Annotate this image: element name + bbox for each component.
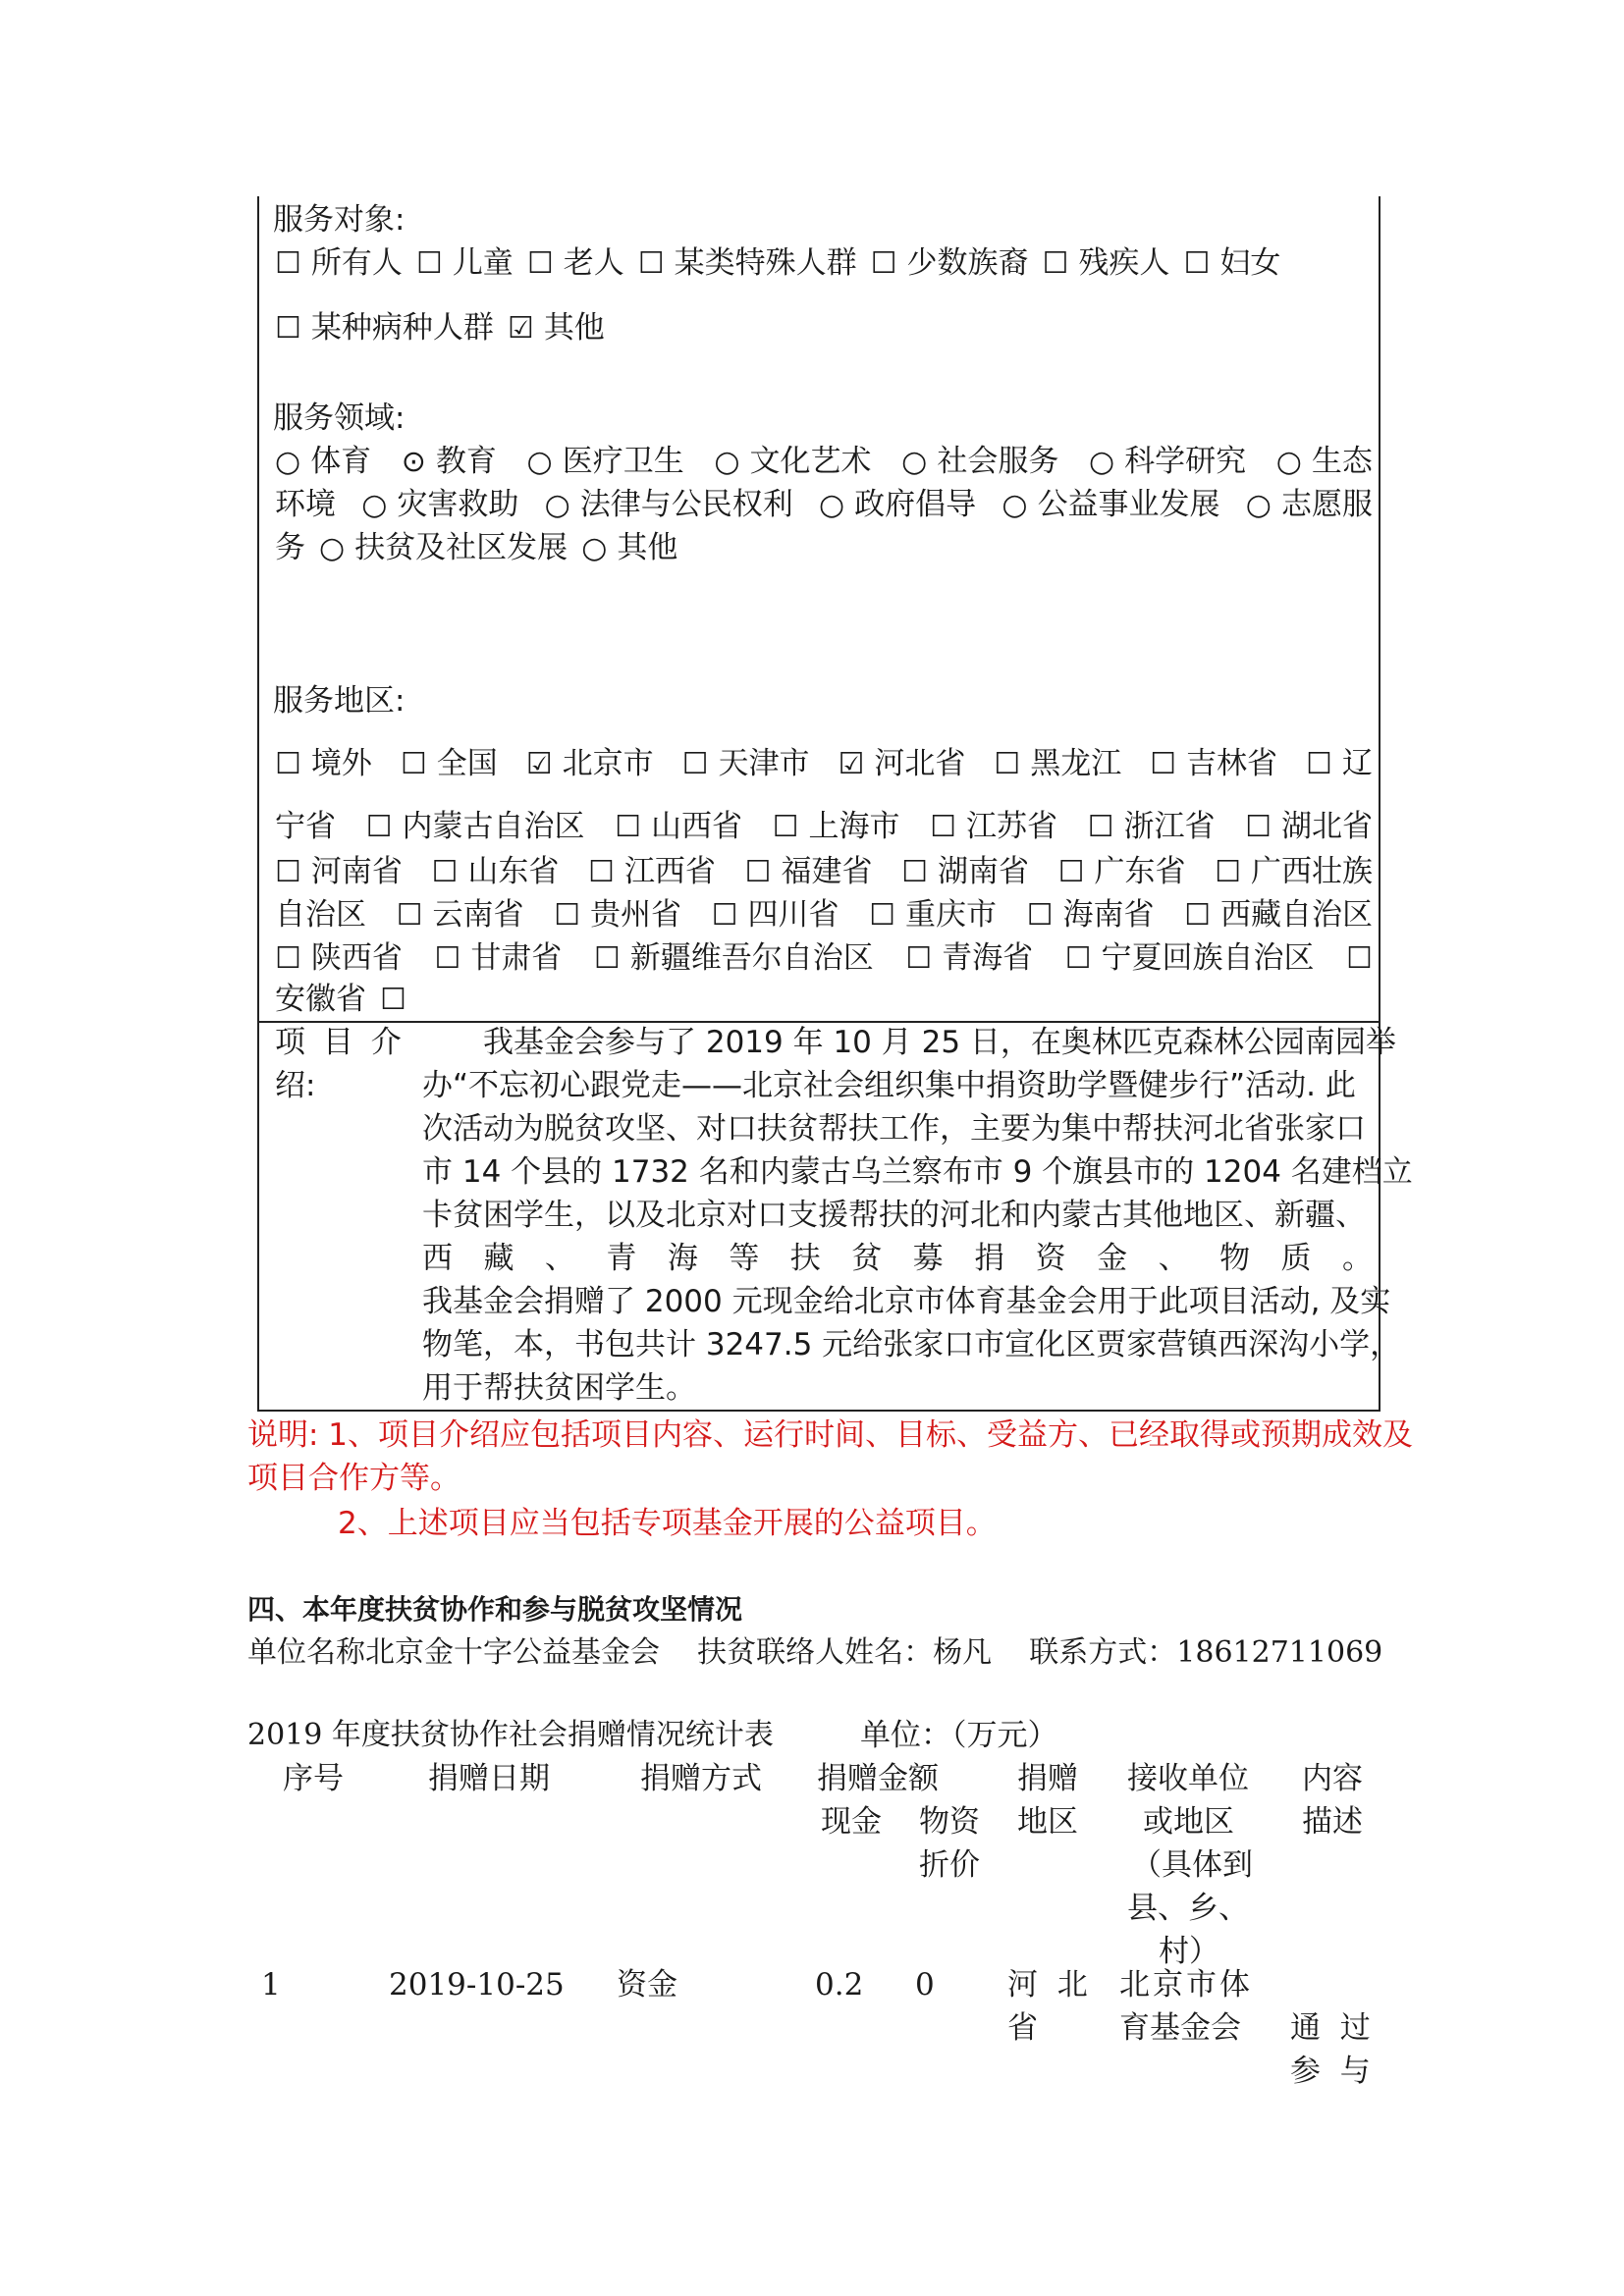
radio-icon[interactable]: ○	[544, 488, 570, 522]
service-field-label: 志愿服	[1280, 487, 1373, 522]
checkbox-icon[interactable]: ☐	[1346, 941, 1373, 976]
header-recv-1: 接收单位	[1127, 1761, 1249, 1796]
service-region-option	[901, 850, 1029, 894]
project-intro-line: 西 藏 、 青 海 等 扶 贫 募 捐 资 金 、 物 质 。	[422, 1241, 1373, 1276]
section4-heading: 四、本年度扶贫协作和参与脱贫攻坚情况	[247, 1593, 743, 1626]
service-region-option	[1346, 936, 1373, 981]
header-cash: 现金	[821, 1804, 882, 1840]
row-method: 资金	[617, 1967, 677, 2002]
service-region-label: 陕西省	[310, 940, 403, 976]
service-region-option	[1088, 805, 1216, 849]
checkbox-icon[interactable]: ☐	[275, 747, 301, 781]
radio-selected-icon[interactable]: ⊙	[401, 445, 426, 479]
radio-icon[interactable]: ○	[319, 531, 346, 565]
service-regions-label: 服务地区:	[273, 683, 406, 719]
checkbox-icon[interactable]: ☐	[434, 941, 461, 976]
note-line2: 项目合作方等。	[247, 1461, 460, 1496]
checkbox-icon[interactable]: ☐	[431, 855, 459, 889]
service-target-option	[527, 245, 624, 281]
checked-box-icon[interactable]: ☑	[507, 311, 534, 346]
radio-icon[interactable]: ○	[581, 531, 608, 565]
header-goods-2: 折价	[919, 1847, 980, 1883]
checkbox-icon[interactable]: ☐	[380, 983, 406, 1017]
service-region-option	[275, 805, 336, 849]
service-field-option	[275, 440, 371, 484]
service-region-label: 宁省	[275, 809, 336, 844]
section4-unit-line: 单位名称北京金十字公益基金会 扶贫联络人姓名：杨凡 联系方式：18612711069	[247, 1635, 1383, 1670]
service-region-option	[745, 850, 873, 894]
checkbox-icon[interactable]: ☐	[275, 855, 301, 889]
service-region-option	[594, 936, 874, 981]
row-date: 2019-10-25	[389, 1967, 565, 2002]
checkbox-icon[interactable]: ☐	[1087, 810, 1114, 844]
service-region-option	[275, 850, 403, 894]
service-region-label: 河南省	[310, 854, 403, 889]
service-field-option	[581, 530, 677, 565]
header-date: 捐赠日期	[428, 1761, 550, 1796]
header-recv-3: （具体到	[1131, 1847, 1253, 1883]
header-recv-4: 县、乡、	[1127, 1891, 1249, 1926]
service-target-option	[1183, 245, 1280, 281]
header-region-1: 捐赠	[1017, 1761, 1078, 1796]
service-target-option	[508, 310, 605, 346]
radio-icon[interactable]: ○	[901, 445, 928, 479]
service-field-option	[275, 483, 336, 527]
service-target-label: 儿童	[452, 245, 514, 281]
service-target-label: 妇女	[1219, 245, 1281, 281]
radio-icon[interactable]: ○	[818, 488, 845, 522]
service-region-option	[1150, 742, 1277, 786]
service-field-option	[1001, 483, 1219, 527]
checkbox-icon[interactable]: ☐	[526, 246, 554, 281]
service-field-option	[527, 440, 684, 484]
checkbox-icon[interactable]: ☐	[275, 941, 301, 976]
checkbox-icon[interactable]: ☐	[1184, 898, 1211, 933]
service-region-option	[380, 982, 406, 1017]
service-region-option	[773, 805, 900, 849]
checkbox-icon[interactable]: ☐	[870, 246, 897, 281]
service-regions-line6	[275, 978, 420, 1022]
header-region-2: 地区	[1017, 1804, 1078, 1840]
service-region-option	[275, 893, 366, 937]
checkbox-icon[interactable]: ☐	[588, 855, 615, 889]
service-region-label: 云南省	[432, 897, 524, 933]
service-region-label: 新疆维吾尔自治区	[629, 940, 874, 976]
checkbox-icon[interactable]: ☐	[869, 898, 895, 933]
checkbox-icon[interactable]: ☐	[637, 246, 665, 281]
service-field-option	[714, 440, 871, 484]
service-region-label: 内蒙古自治区	[402, 809, 585, 844]
service-field-option	[319, 530, 568, 565]
checkbox-icon[interactable]: ☐	[744, 855, 772, 889]
service-region-label: 自治区	[275, 897, 366, 933]
project-intro-line: 我基金会捐赠了 2000 元现金给北京市体育基金会用于此项目活动, 及实	[422, 1284, 1391, 1319]
service-regions-line1	[275, 742, 1373, 786]
service-field-option	[361, 483, 518, 527]
service-regions-line2	[275, 805, 1373, 849]
service-targets-label: 服务对象:	[273, 202, 406, 238]
service-field-label: 文化艺术	[749, 444, 872, 479]
service-target-label: 所有人	[310, 245, 403, 281]
radio-icon[interactable]: ○	[714, 445, 740, 479]
checked-box-icon[interactable]: ☑	[838, 747, 865, 781]
checkbox-icon[interactable]: ☐	[772, 810, 799, 844]
checkbox-icon[interactable]: ☐	[593, 941, 621, 976]
checkbox-icon[interactable]: ☐	[415, 246, 443, 281]
row-recv-2: 育基金会	[1119, 2010, 1241, 2046]
service-target-label: 某类特殊人群	[674, 245, 857, 281]
service-region-option	[432, 850, 560, 894]
header-goods-1: 物资	[919, 1804, 980, 1840]
radio-icon[interactable]: ○	[526, 445, 553, 479]
row-region-2: 省	[1007, 2010, 1038, 2046]
service-target-option	[1043, 245, 1170, 281]
service-region-option	[275, 936, 403, 981]
service-target-label: 残疾人	[1078, 245, 1170, 281]
service-target-option	[275, 310, 494, 346]
checkbox-icon[interactable]: ☐	[930, 810, 956, 844]
service-region-label: 四川省	[747, 897, 839, 933]
service-region-label: 全国	[436, 746, 498, 781]
service-region-label: 上海市	[808, 809, 900, 844]
service-region-label: 广西壮族	[1251, 854, 1373, 889]
service-region-option	[615, 805, 742, 849]
radio-icon[interactable]: ○	[1275, 445, 1302, 479]
checkbox-icon[interactable]: ☐	[615, 810, 641, 844]
service-region-label: 海南省	[1062, 897, 1155, 933]
note-line3: 2、上述项目应当包括专项基金开展的公益项目。	[338, 1506, 997, 1541]
service-region-option	[554, 893, 681, 937]
service-field-option	[402, 440, 497, 484]
service-target-label: 少数族裔	[906, 245, 1029, 281]
service-region-label: 贵州省	[590, 897, 681, 933]
service-region-option	[1065, 936, 1315, 981]
header-recv-2: 或地区	[1143, 1804, 1234, 1840]
service-region-label: 湖北省	[1281, 809, 1373, 844]
checkbox-icon[interactable]: ☐	[1306, 747, 1332, 781]
checkbox-icon[interactable]: ☐	[1245, 810, 1272, 844]
service-region-label: 江西省	[623, 854, 716, 889]
checkbox-icon[interactable]: ☐	[1026, 898, 1054, 933]
service-target-label: 老人	[563, 245, 624, 281]
row-cash: 0.2	[815, 1967, 864, 2002]
service-region-label: 天津市	[718, 746, 810, 781]
service-field-label: 其他	[617, 530, 678, 565]
service-field-option	[1276, 440, 1373, 484]
project-intro-label-line1: 项 目 介	[275, 1025, 406, 1060]
service-region-option	[1027, 893, 1155, 937]
service-region-label: 山西省	[651, 809, 742, 844]
row-region-1: 河 北	[1007, 1967, 1088, 2002]
radio-icon[interactable]: ○	[361, 488, 388, 522]
row-desc-1: 通 过	[1290, 2010, 1371, 2046]
service-field-option	[1246, 483, 1373, 527]
service-region-option	[275, 742, 372, 786]
service-region-label: 湖南省	[937, 854, 1029, 889]
project-intro-line: 办“不忘初心跟党走——北京社会组织集中捐资助学暨健步行”活动. 此	[422, 1068, 1356, 1103]
service-region-label: 辽	[1341, 746, 1373, 781]
radio-icon[interactable]: ○	[275, 445, 301, 479]
checkbox-icon[interactable]: ☐	[554, 898, 580, 933]
checkbox-icon[interactable]: ☐	[1042, 246, 1069, 281]
service-region-option	[905, 936, 1033, 981]
service-regions-line5	[275, 936, 1373, 981]
service-field-label: 环境	[275, 487, 336, 522]
service-targets-row2	[275, 306, 619, 350]
service-field-label: 科学研究	[1124, 444, 1247, 479]
service-region-option	[434, 936, 562, 981]
service-field-label: 体育	[310, 444, 372, 479]
checkbox-icon[interactable]: ☐	[400, 747, 427, 781]
service-region-option	[1058, 850, 1186, 894]
service-region-option	[401, 742, 498, 786]
service-field-label: 生态	[1311, 444, 1373, 479]
service-field-label: 教育	[435, 444, 497, 479]
project-intro-line: 次活动为脱贫攻坚、对口扶贫帮扶工作，主要为集中帮扶河北省张家口	[422, 1111, 1366, 1147]
service-region-label: 西藏自治区	[1220, 897, 1373, 933]
service-region-option	[1215, 850, 1373, 894]
service-region-label: 吉林省	[1186, 746, 1278, 781]
service-field-label: 务	[275, 530, 305, 565]
checkbox-icon[interactable]: ☐	[365, 810, 393, 844]
service-field-option	[545, 483, 793, 527]
header-desc-1: 内容	[1302, 1761, 1363, 1796]
service-region-label: 甘肃省	[470, 940, 563, 976]
service-region-label: 境外	[310, 746, 372, 781]
service-field-label: 公益事业发展	[1037, 487, 1220, 522]
service-regions-line3	[275, 850, 1373, 894]
row-desc-2: 参 与	[1290, 2054, 1371, 2089]
service-region-option	[930, 805, 1057, 849]
checkbox-icon[interactable]: ☐	[905, 941, 933, 976]
service-field-label: 扶贫及社区发展	[354, 530, 568, 565]
service-region-option	[1245, 805, 1373, 849]
checkbox-icon[interactable]: ☐	[275, 311, 301, 346]
service-region-label: 黑龙江	[1030, 746, 1122, 781]
note-line1: 说明: 1、项目介绍应包括项目内容、运行时间、目标、受益方、已经取得或预期成效及	[247, 1417, 1414, 1453]
row-goods: 0	[915, 1967, 935, 2002]
checkbox-icon[interactable]: ☐	[1183, 246, 1211, 281]
service-region-label: 山东省	[467, 854, 560, 889]
service-fields-line3	[275, 526, 691, 570]
service-field-label: 政府倡导	[854, 487, 977, 522]
service-region-option	[682, 742, 810, 786]
checkbox-icon[interactable]: ☐	[396, 898, 423, 933]
project-intro-text	[422, 1021, 1413, 1410]
service-target-option	[275, 245, 403, 281]
service-region-option	[994, 742, 1121, 786]
service-region-label: 福建省	[781, 854, 873, 889]
service-field-label: 医疗卫生	[562, 444, 684, 479]
service-target-label: 其他	[543, 310, 605, 346]
service-field-option	[819, 483, 976, 527]
row-recv-1: 北京市体	[1119, 1967, 1253, 2002]
service-target-label: 某种病种人群	[310, 310, 494, 346]
service-region-option	[1306, 742, 1373, 786]
checkbox-icon[interactable]: ☐	[994, 747, 1021, 781]
service-region-label: 青海省	[942, 940, 1034, 976]
header-desc-2: 描述	[1302, 1804, 1363, 1840]
table-unit: 单位：（万元）	[860, 1718, 1058, 1753]
service-target-option	[416, 245, 514, 281]
table-title: 2019 年度扶贫协作社会捐赠情况统计表	[247, 1718, 774, 1752]
service-region-label: 河北省	[874, 746, 966, 781]
checkbox-icon[interactable]: ☐	[681, 747, 709, 781]
service-field-option	[901, 440, 1058, 484]
radio-icon[interactable]: ○	[1001, 488, 1028, 522]
service-region-option	[838, 742, 965, 786]
service-region-label: 江苏省	[966, 809, 1057, 844]
service-region-label: 广东省	[1094, 854, 1186, 889]
project-intro-line: 我基金会参与了 2019 年 10 月 25 日，在奥林匹克森林公园南园举	[483, 1025, 1396, 1060]
radio-icon[interactable]: ○	[1088, 445, 1115, 479]
checkbox-icon[interactable]: ☐	[1057, 855, 1085, 889]
service-region-option	[712, 893, 839, 937]
service-field-label: 法律与公民权利	[579, 487, 793, 522]
service-fields-line1	[275, 440, 1373, 484]
header-amount: 捐赠金额	[817, 1761, 939, 1796]
service-region-label: 宁夏回族自治区	[1101, 940, 1315, 976]
project-intro-line: 卡贫困学生，以及北京对口支援帮扶的河北和内蒙古其他地区、新疆、	[422, 1198, 1366, 1233]
service-region-label: 北京市	[562, 746, 654, 781]
service-region-label: 浙江省	[1123, 809, 1216, 844]
checked-box-icon[interactable]: ☑	[525, 747, 553, 781]
service-region-option	[1184, 893, 1373, 937]
service-region-option	[588, 850, 716, 894]
service-region-label: 安徽省	[275, 982, 366, 1017]
project-intro-label-line2: 绍:	[275, 1068, 316, 1103]
service-region-option	[275, 982, 366, 1017]
checkbox-icon[interactable]: ☐	[1150, 747, 1177, 781]
service-field-option	[1089, 440, 1246, 484]
service-target-option	[871, 245, 1029, 281]
service-target-option	[638, 245, 857, 281]
service-targets-row1	[275, 241, 1294, 286]
service-fields-line2	[275, 483, 1373, 527]
header-recv-5: 村）	[1159, 1934, 1219, 1969]
service-region-option	[397, 893, 524, 937]
radio-icon[interactable]: ○	[1245, 488, 1272, 522]
checkbox-icon[interactable]: ☐	[1064, 941, 1092, 976]
service-region-option	[526, 742, 654, 786]
row-seq: 1	[261, 1967, 281, 2002]
project-intro-line: 市 14 个县的 1732 名和内蒙古乌兰察布市 9 个旗县市的 1204 名建档立	[422, 1154, 1413, 1190]
project-intro-line: 物笔，本，书包共计 3247.5 元给张家口市宣化区贾家营镇西深沟小学，	[422, 1327, 1401, 1362]
checkbox-icon[interactable]: ☐	[1215, 855, 1241, 889]
service-regions-line4	[275, 893, 1373, 937]
service-region-option	[869, 893, 997, 937]
service-region-option	[366, 805, 585, 849]
checkbox-icon[interactable]: ☐	[275, 246, 301, 281]
service-field-label: 灾害救助	[397, 487, 519, 522]
service-field-label: 社会服务	[937, 444, 1059, 479]
service-field-option	[275, 530, 305, 565]
checkbox-icon[interactable]: ☐	[711, 898, 738, 933]
header-method: 捐赠方式	[640, 1761, 762, 1796]
project-intro-line: 用于帮扶贫困学生。	[422, 1370, 696, 1406]
service-fields-label: 服务领域:	[273, 400, 406, 436]
service-region-label: 重庆市	[905, 897, 997, 933]
checkbox-icon[interactable]: ☐	[901, 855, 928, 889]
header-seq: 序号	[283, 1761, 344, 1796]
